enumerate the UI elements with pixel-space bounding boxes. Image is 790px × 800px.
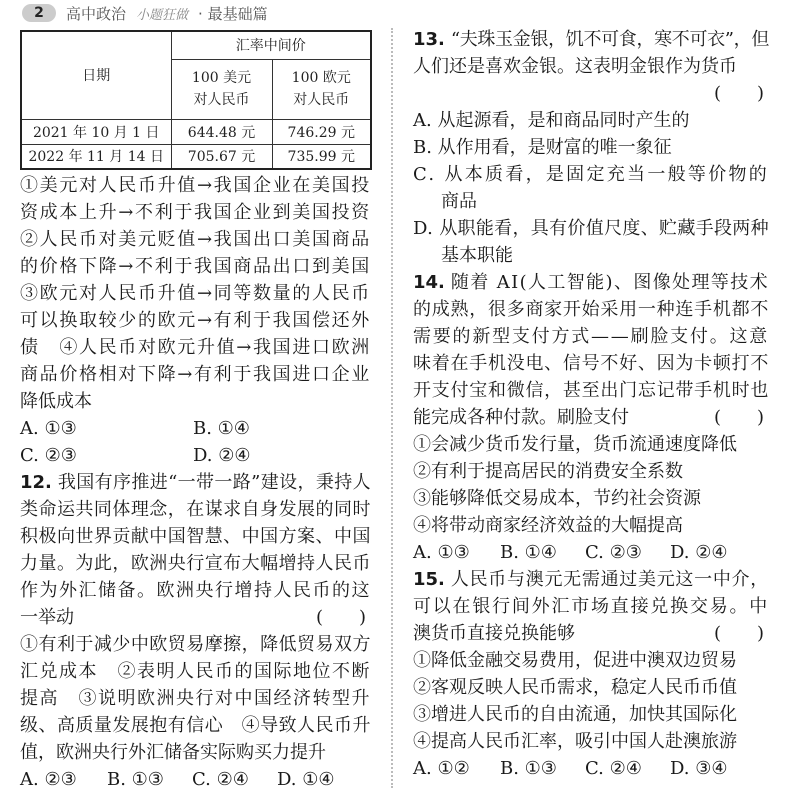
line-content [20,577,371,604]
answer-option: D. ③④ [670,758,728,779]
line-content [413,269,769,296]
answer-options [413,755,770,782]
line-text: 能完成各种付款。刷脸支付 [413,407,629,428]
question-start-line [413,269,770,296]
question-start-line [20,469,372,496]
line-text: 积极向世界贡献中国智慧、中国方案、中国 [20,526,371,547]
line-text: 澳货币直接兑换能够 [413,623,575,644]
header-group: 汇率中间价 [171,31,371,59]
line-content [413,431,737,458]
line-text: 开支付宝和微信，甚至出门忘记带手机时也 [413,380,770,401]
line-content [413,647,737,674]
column-divider [391,28,393,788]
header-usd-line2: 对人民币 [193,92,250,108]
line-text: 商品价格相对下降→有利于我国进口企业 [20,364,371,385]
line-content [413,161,769,188]
line-content [20,712,371,739]
line-content [20,496,371,523]
line-content [413,215,769,242]
line-text: A. 从起源看，是和商品同时产生的 [413,110,690,131]
line-text: ②人民币对美元贬值→我国出口美国商品 [20,229,371,250]
line-text: 味着在手机没电、信号不好、因为卡顿打不 [413,353,770,374]
text-line [413,512,770,539]
line-text: 人们还是喜欢金银。这表明金银作为货币 [413,56,737,77]
paren-close: ) [756,83,764,104]
line-text: 类命运共同体理念，在谋求自身发展的同时 [20,499,371,520]
header-usd-line1: 100 美元 [191,70,252,86]
answer-options [20,442,372,469]
line-text: ④提高人民币汇率，吸引中国人赴澳旅游 [413,731,737,752]
text-line [413,404,770,431]
text-line [413,296,770,323]
line-content [413,134,672,161]
line-content [413,53,737,80]
header-eur-line1: 100 欧元 [291,70,351,86]
text-line [20,388,372,415]
text-line [413,377,770,404]
line-content [413,296,769,323]
line-text: 汇兑成本 ②表明人民币的国际地位不断 [20,661,371,682]
line-content [20,172,371,199]
answer-option: A. ②③ [20,769,77,790]
line-text: 作为外汇储备。欧洲央行增持人民币的这 [20,580,371,601]
line-text: ③欧元对人民币升值→同等数量的人民币 [20,283,371,304]
line-text: ①有利于减少中欧贸易摩擦，降低贸易双方 [20,634,371,655]
answer-option: B. ①③ [107,769,164,790]
text-line [20,307,372,334]
line-content [413,593,769,620]
page-number: 2 [22,4,56,22]
question-start-line [413,26,770,53]
line-text: 的成熟，很多商家开始采用一种连手机都不 [413,299,770,320]
line-text: 力量。为此，欧洲央行宣布大幅增持人民币 [20,553,371,574]
cell-date: 2022 年 11 月 14 日 [21,144,171,169]
question-number: 12. [20,472,52,493]
answer-option: A. ①③ [413,542,470,563]
line-content [20,334,371,361]
series-logo: 小题狂做 [136,7,189,23]
line-text: 基本职能 [441,245,513,266]
paren-close: ) [358,607,366,628]
text-line [413,485,770,512]
line-content [413,512,683,539]
line-text: ③增进人民币的自由流通，加快其国际化 [413,704,737,725]
paren-open: ( [316,607,324,628]
question-number: 15. [413,569,445,590]
line-content [20,253,371,280]
header-eur-line2: 对人民币 [293,92,350,108]
line-content [20,307,371,334]
line-text: 降低成本 [20,391,92,412]
line-text: 可以换取较少的欧元→有利于我国偿还外 [20,310,371,331]
answer-option: C. ②④ [585,758,642,779]
line-text: ④将带动商家经济效益的大幅提高 [413,515,683,536]
text-line [413,593,770,620]
text-line [20,739,372,766]
line-text: 债 ④人民币对欧元升值→我国进口欧洲 [20,337,371,358]
line-text: B. 从作用看，是财富的唯一象征 [413,137,672,158]
cell-eur: 735.99 元 [272,144,371,169]
line-text: ②有利于提高居民的消费安全系数 [413,461,683,482]
line-text: D. 从职能看，具有价值尺度、贮藏手段两种 [413,218,769,239]
line-text: 商品 [441,191,477,212]
line-text: ③能够降低交易成本，节约社会资源 [413,488,701,509]
answer-option: A. ①③ [20,418,77,439]
line-content [413,701,737,728]
answer-option: D. ②④ [193,445,251,466]
answer-option: D. ①④ [277,769,335,790]
text-line [413,80,770,107]
line-content [20,685,371,712]
text-line [20,253,372,280]
text-line [413,701,770,728]
text-line [413,674,770,701]
line-content [20,523,371,550]
line-content [441,242,513,269]
text-line [20,361,372,388]
table-row [21,119,371,144]
text-line [413,215,770,242]
line-content [413,566,769,593]
line-content [413,485,701,512]
text-line [20,199,372,226]
answer-blank [714,620,764,647]
line-text: ①会减少货币发行量，货币流通速度降低 [413,434,737,455]
line-text: ①美元对人民币升值→我国企业在美国投 [20,175,371,196]
text-line [20,172,372,199]
answer-options [20,766,372,793]
line-text: “夫珠玉金银，饥不可食，寒不可衣”，但 [450,29,770,50]
text-line [413,53,770,80]
answer-blank [316,604,366,631]
line-text: 级、高质量发展抱有信心 ④导致人民币升 [20,715,371,736]
answer-options [413,539,770,566]
answer-option: B. ①④ [500,542,557,563]
text-line [20,604,372,631]
line-text: 资成本上升→不利于我国企业到美国投资 [20,202,371,223]
text-line [20,280,372,307]
text-line [20,550,372,577]
line-content [20,658,371,685]
question-number: 13. [413,29,445,50]
answer-options [20,415,372,442]
text-line [20,631,372,658]
text-line [413,242,770,269]
line-content [413,26,769,53]
paren-close: ) [756,407,764,428]
answer-option: B. ①③ [500,758,557,779]
paren-open: ( [714,623,722,644]
line-content [20,604,74,631]
text-line [20,658,372,685]
table-row [21,144,371,169]
line-content [20,739,326,766]
line-content [413,674,737,701]
series-title: · 最基础篇 [198,4,268,23]
answer-option: B. ①④ [193,418,250,439]
line-text: 值，欧洲央行外汇储备实际购买力提升 [20,742,326,763]
text-line [20,226,372,253]
text-line [413,188,770,215]
line-content [413,107,689,134]
header-eur [272,59,371,119]
line-text: C. 从本质看，是固定充当一般等价物的 [413,164,770,185]
header-usd [171,59,272,119]
question-number: 14. [413,272,445,293]
line-content [413,350,769,377]
line-content [20,361,371,388]
header-date: 日期 [21,31,171,119]
answer-option: D. ②④ [670,542,728,563]
text-line [413,431,770,458]
right-column [413,26,770,782]
line-content [413,404,629,431]
text-line [413,728,770,755]
answer-option: A. ①② [413,758,470,779]
answer-option: C. ②③ [585,542,642,563]
answer-blank [714,404,764,431]
line-text: 提高 ③说明欧洲央行对中国经济转型升 [20,688,371,709]
line-text: ①降低金融交易费用，促进中澳双边贸易 [413,650,737,671]
cell-usd: 705.67 元 [171,144,272,169]
line-text: 随着 AI(人工智能)、图像处理等技术 [450,272,769,293]
line-content [413,377,769,404]
text-line [20,712,372,739]
line-content [441,188,477,215]
line-text: 我国有序推进“一带一路”建设，秉持人 [57,472,371,493]
text-line [413,647,770,674]
answer-option: C. ②④ [192,769,249,790]
text-line [20,685,372,712]
page-header [22,2,268,24]
line-text: 人民币与澳元无需通过美元这一中介， [450,569,769,590]
line-content [20,469,371,496]
line-text: 可以在银行间外汇市场直接兑换交易。中 [413,596,770,617]
line-content [413,458,683,485]
paren-open: ( [714,83,722,104]
left-column [20,172,372,793]
subject-title: 高中政治 [66,4,127,23]
answer-option: C. ②③ [20,445,77,466]
answer-blank [714,80,764,107]
line-content [20,550,371,577]
line-text: ②客观反映人民币需求，稳定人民币币值 [413,677,737,698]
text-line [20,523,372,550]
text-line [20,577,372,604]
line-text: 的价格下降→不利于我国商品出口到美国 [20,256,371,277]
line-text: 一举动 [20,607,74,628]
text-line [413,107,770,134]
line-content [413,323,769,350]
line-text: 需要的新型支付方式——刷脸支付。这意 [413,326,770,347]
text-line [413,458,770,485]
paren-close: ) [756,623,764,644]
line-content [413,620,575,647]
paren-open: ( [714,407,722,428]
line-content [20,631,371,658]
text-line [413,620,770,647]
line-content [20,226,371,253]
question-start-line [413,566,770,593]
line-content [20,199,371,226]
text-line [413,134,770,161]
line-content [413,728,737,755]
text-line [413,161,770,188]
text-line [20,334,372,361]
exchange-rate-table [20,30,372,170]
text-line [20,496,372,523]
text-line [413,350,770,377]
text-line [413,323,770,350]
line-content [20,280,371,307]
line-content [20,388,92,415]
cell-date: 2021 年 10 月 1 日 [21,119,171,144]
cell-eur: 746.29 元 [272,119,371,144]
cell-usd: 644.48 元 [171,119,272,144]
